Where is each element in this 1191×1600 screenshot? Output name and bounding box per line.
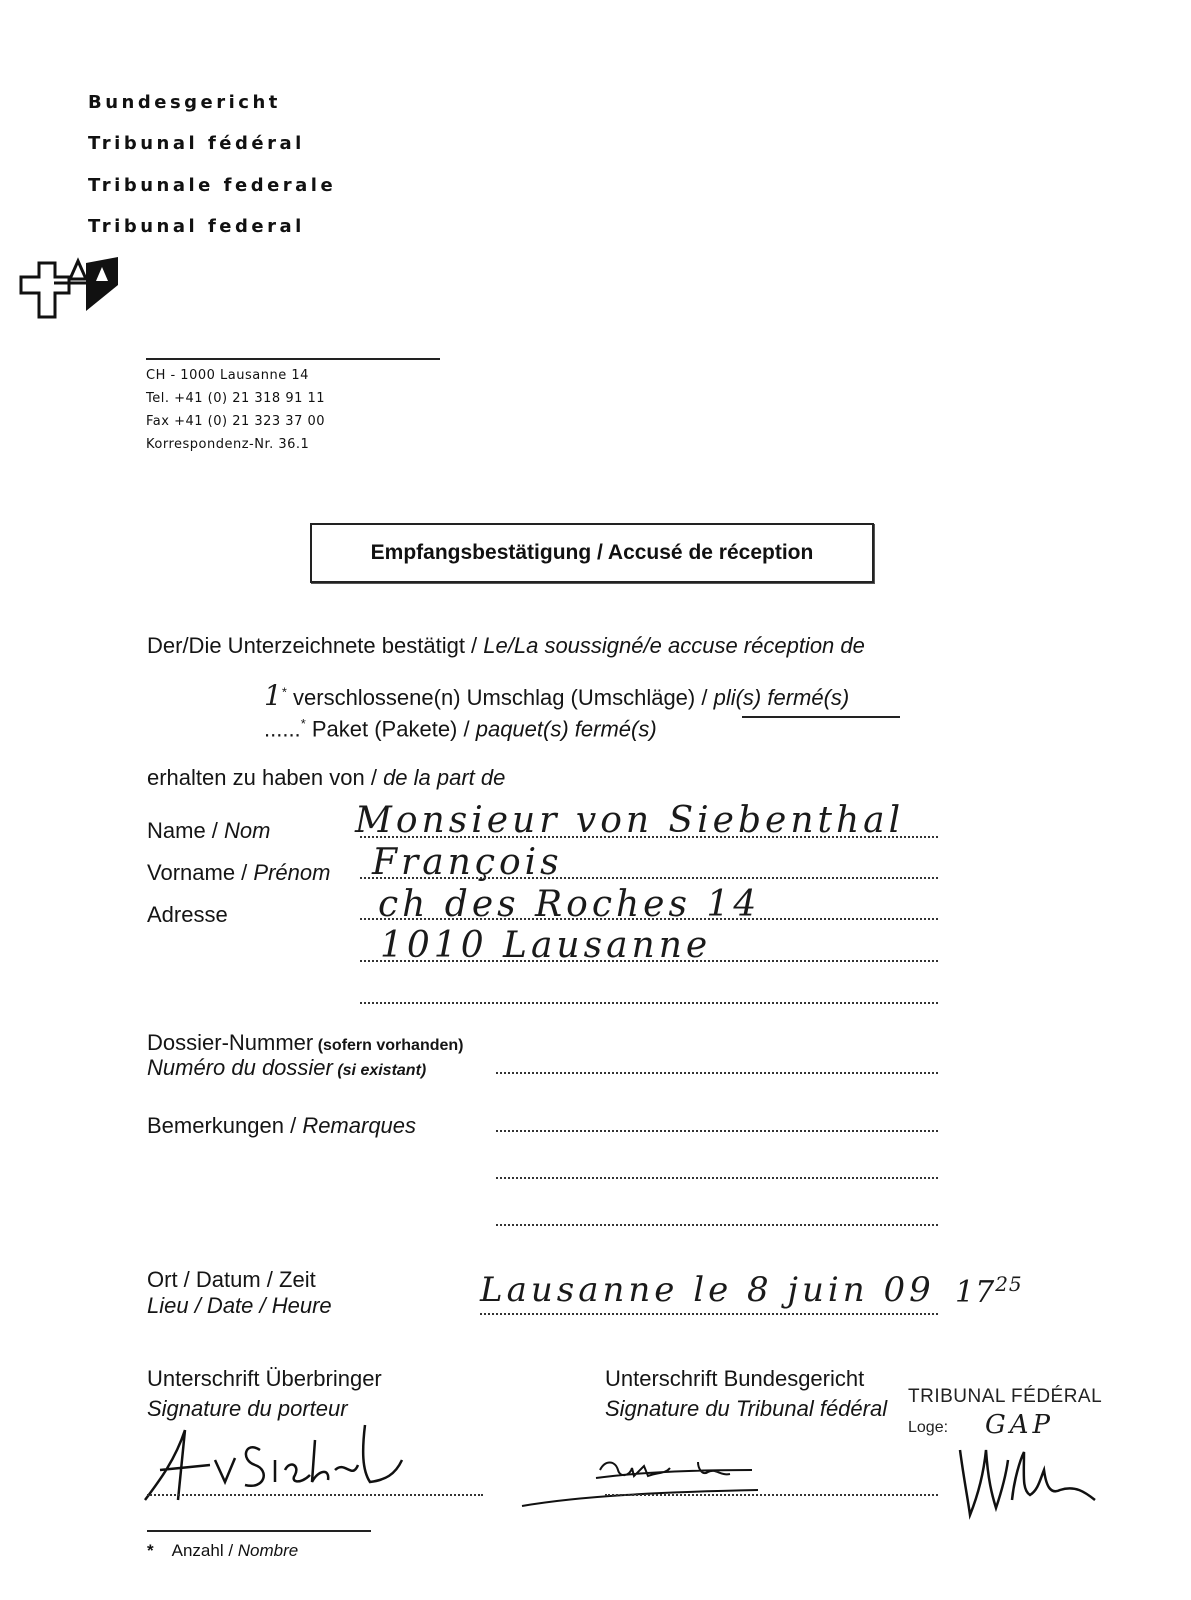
address-field-line-3 [360, 1002, 938, 1004]
court-stamp-loge-label: Loge: [908, 1419, 949, 1436]
footnote-rule [147, 1530, 371, 1532]
court-telephone: Tel. +41 (0) 21 318 91 11 [146, 391, 326, 406]
name-label: Name / Nom [147, 818, 271, 843]
stamp-signature-icon [950, 1430, 1100, 1530]
carrier-signature-label-fr: Signature du porteur [147, 1396, 348, 1421]
address-line2-value[interactable]: 1010 Lausanne [380, 925, 712, 966]
carrier-signature-line [147, 1494, 483, 1496]
address-rule [146, 358, 440, 360]
court-logo-icon [18, 255, 128, 325]
court-stamp-loge-value: GAP [985, 1410, 1055, 1440]
place-date-label-fr: Lieu / Date / Heure [147, 1293, 332, 1318]
received-from-line [147, 765, 505, 791]
place-date-field-line [480, 1313, 938, 1315]
org-name-it: Tribunale federale [88, 175, 337, 196]
time-value[interactable]: $17^{25}$ [955, 1272, 1023, 1310]
place-date-label-de: Ort / Datum / Zeit [147, 1267, 316, 1292]
org-name-rm: Tribunal federal [88, 216, 305, 237]
envelope-fr: pli(s) fermé(s) [713, 685, 850, 710]
envelope-underline [742, 716, 900, 718]
document-title: Empfangsbestätigung / Accusé de réception [310, 523, 874, 583]
confirmation-line [147, 633, 865, 659]
envelope-line: 1* verschlossene(n) Umschlag (Umschläge) / pli(s) fermé(s) [264, 679, 850, 712]
firstname-field-line [360, 877, 938, 879]
court-stamp-name: TRIBUNAL FÉDÉRAL [908, 1386, 1103, 1407]
remarks-field-line-1[interactable] [496, 1130, 938, 1132]
address-field-line-1 [360, 918, 938, 920]
dossier-label-fr: Numéro du dossier (si existant) [147, 1055, 427, 1080]
remarks-label: Bemerkungen / Remarques [147, 1113, 417, 1138]
address-label: Adresse [147, 902, 228, 927]
envelope-de: verschlossene(n) Umschlag (Umschläge) / [286, 685, 714, 710]
confirmation-de: Der/Die Unterzeichnete bestätigt / [147, 633, 484, 658]
org-name-de: Bundesgericht [88, 92, 281, 113]
carrier-signature-icon [140, 1420, 410, 1510]
package-line: ......* Paket (Pakete) / paquet(s) fermé(s) [264, 716, 657, 742]
name-value[interactable]: Monsieur von Siebenthal [355, 800, 905, 841]
remarks-field-line-2[interactable] [496, 1177, 938, 1179]
remarks-field-line-3[interactable] [496, 1224, 938, 1226]
package-blank: ...... [264, 716, 301, 742]
dossier-label-de: Dossier-Nummer (sofern vorhanden) [147, 1030, 464, 1055]
envelope-count: 1 [264, 679, 282, 712]
court-signature-line [605, 1494, 938, 1496]
received-fr: de la part de [383, 765, 506, 790]
court-signature-label-fr: Signature du Tribunal fédéral [605, 1396, 888, 1421]
org-name-fr: Tribunal fédéral [88, 133, 305, 154]
court-signature-label-de: Unterschrift Bundesgericht [605, 1366, 865, 1391]
package-fr: paquet(s) fermé(s) [475, 716, 657, 742]
address-field-line-2 [360, 960, 938, 962]
place-date-value[interactable]: Lausanne le 8 juin 09 [480, 1270, 935, 1310]
package-de: Paket (Pakete) / [305, 716, 476, 742]
court-fax: Fax +41 (0) 21 323 37 00 [146, 414, 326, 429]
confirmation-fr: Le/La soussigné/e accuse réception de [483, 633, 865, 658]
correspondence-number: Korrespondenz-Nr. 36.1 [146, 437, 310, 452]
court-address: CH - 1000 Lausanne 14 [146, 368, 309, 383]
firstname-value[interactable]: François [372, 842, 563, 883]
court-signature-icon [520, 1440, 760, 1510]
footnote: * Anzahl / Nombre [147, 1541, 299, 1560]
carrier-signature-label-de: Unterschrift Überbringer [147, 1366, 382, 1391]
address-line1-value[interactable]: ch des Roches 14 [378, 884, 761, 925]
name-field-line [360, 836, 938, 838]
dossier-field-line[interactable] [496, 1072, 938, 1074]
received-de: erhalten zu haben von / [147, 765, 384, 790]
firstname-label: Vorname / Prénom [147, 860, 331, 885]
